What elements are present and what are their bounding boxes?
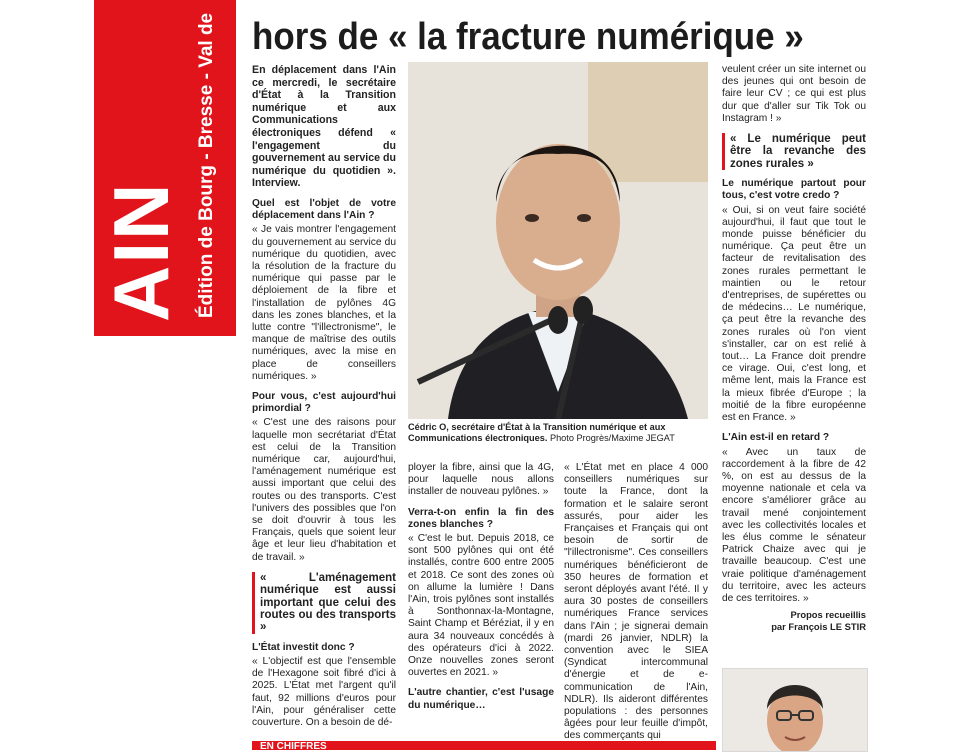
column-4 — [722, 64, 866, 632]
column-3 — [564, 462, 708, 745]
answer-3: « L'objectif est que l'ensemble de l'Hexagone soit fibré d'ici à 2025. L'État met l'argent qu'il faut, 92 millions d'euros pour l'Ain, pour généraliser cette couverture. On a besoin de dé- — [252, 656, 396, 729]
headline: hors de « la fracture numérique » — [252, 16, 804, 58]
author-photo — [722, 668, 868, 752]
question-3: L'État investit donc ? — [252, 641, 355, 653]
question-2: Pour vous, c'est aujourd'hui primordial ? — [252, 390, 396, 415]
byline-line-2: par François LE STIR — [771, 620, 866, 632]
answer-4: « C'est le but. Depuis 2018, ce sont 500 pylônes qui ont été installés, contre 600 entre 2005 et 2018. Ce sont des zones où on allume la lumière ! Dans l'Ain, trois pylônes sont installés à Sonthonnax-la-Montagne, Saint Champ et Béréziat, il y en aura 34 nouveaux concédés à des opérateurs d'ici à 2022. Onze nouvelles zones seront ouvertes en 2021. » — [408, 533, 554, 679]
byline — [722, 609, 866, 632]
answer-5: « L'État met en place 4 000 conseillers numériques sur toute la France, dont la formation et le salaire seront assurés, pour aider les Françaises et Français qui ont besoin de sortir de "l'illectronisme". Ces conseillers numériques bénéficieront de 350 heures de formation et seront déployés avant l'été. Il y aura 30 postes de conseillers numériques France services dans l'Ain ; je signerai demain (mardi 26 janvier, NDLR) la convention avec le SIEA (Syndicat intercommunal d'énergie et de e-communication de l'Ain, NDLR). Ils aideront différentes populations : des personnes âgées pour leur feuille d'impôt, des commerçants qui — [564, 462, 708, 742]
person-illustration — [408, 62, 708, 419]
question-5: L'autre chantier, c'est l'usage du numérique… — [408, 687, 554, 711]
answer-6: « Oui, si on veut faire société aujourd'hui, il faut que tout le monde puisse bénéficier du numérique. Ça peut être un facteur de revitalisation des zones rurales permettant le maintien ou le retour d'entreprises, de supérettes ou de médecins… Le numérique, ça peut être la revanche des zones rurales où l'on vient s'installer, car on est relié à tout… La France doit prendre ce virage. Oui, c'est long, et même lent, mais la France est la mieux fibrée d'Europe ; la moitié de la fibre européenne est en France. » — [722, 204, 866, 424]
author-illustration — [723, 669, 867, 751]
section-title: AIN — [97, 181, 185, 322]
pull-quote-1: « L'aménagement numérique est aussi important que celui des routes ou des transports » — [252, 572, 396, 634]
edition-label: Édition de Bourg - Bresse - Val de — [196, 12, 217, 318]
lead-paragraph: En déplacement dans l'Ain ce mercredi, le secrétaire d'État à la Transition numérique et aux Communications électroniques défend « l'engagement du gouvernement au service du numérique du quotidien ». Interview. — [252, 64, 396, 190]
column-2 — [408, 462, 554, 714]
pull-quote-2: « Le numérique peut être la revanche des zones rurales » — [722, 133, 866, 170]
question-7: L'Ain est-il en retard ? — [722, 432, 830, 444]
caption-text: Cédric O, secrétaire d'État à la Transition numérique et aux Communications électroniques. — [408, 422, 666, 443]
section-band — [94, 0, 236, 336]
photo-caption — [408, 422, 708, 444]
answer-1: « Je vais montrer l'engagement du gouvernement au service du numérique du quotidien, avec la résolution de la fracture du numérique qui passe par le déploiement de la fibre et l'installation de pylônes 4G dans les zones blanches, et la lutte contre "l'illectronisme", le manque de maîtrise des outils numériques, avec la mise en place de conseillers numériques. » — [252, 224, 396, 382]
answer-3-continued: ployer la fibre, ainsi que la 4G, pour laquelle nous allons installer de nouveau pylônes. » — [408, 462, 554, 498]
answer-2: « C'est une des raisons pour laquelle mon secrétariat d'État est celui de la Transition numérique car, aujourd'hui, l'aménagement numérique est aussi important que celui des routes ou des transports. C'est l'univers des possibles que l'on se doit d'ouvrir à tous les Français, quels que soient leur âge et leur lieu d'habitation et de travail. » — [252, 417, 396, 563]
figures-box-header: EN CHIFFRES — [252, 741, 716, 750]
question-1: Quel est l'objet de votre déplacement dans l'Ain ? — [252, 197, 396, 222]
column-1 — [252, 64, 396, 731]
portrait-photo — [408, 62, 708, 419]
photo-credit: Photo Progrès/Maxime JEGAT — [549, 433, 675, 443]
answer-7: « Avec un taux de raccordement à la fibre de 42 %, on est au dessus de la moyenne nationale et cela va encore s'améliorer grâce au travail mené conjointement avec les collectivités locales et les élus comme le sénateur Patrick Chaize avec qui je travaille beaucoup. C'est une vraie politique d'aménagement du territoire, avec les acteurs de ces territoires. » — [722, 446, 866, 604]
question-4: Verra-t-on enfin la fin des zones blanches ? — [408, 506, 554, 530]
answer-5-continued: veulent créer un site internet ou des jeunes qui ont besoin de faire leur CV ; ce qui est plus dur que d'aller sur Tik Tok ou Instagram ! » — [722, 64, 866, 124]
byline-line-1: Propos recueillis — [790, 609, 866, 621]
question-6: Le numérique partout pour tous, c'est votre credo ? — [722, 178, 866, 202]
